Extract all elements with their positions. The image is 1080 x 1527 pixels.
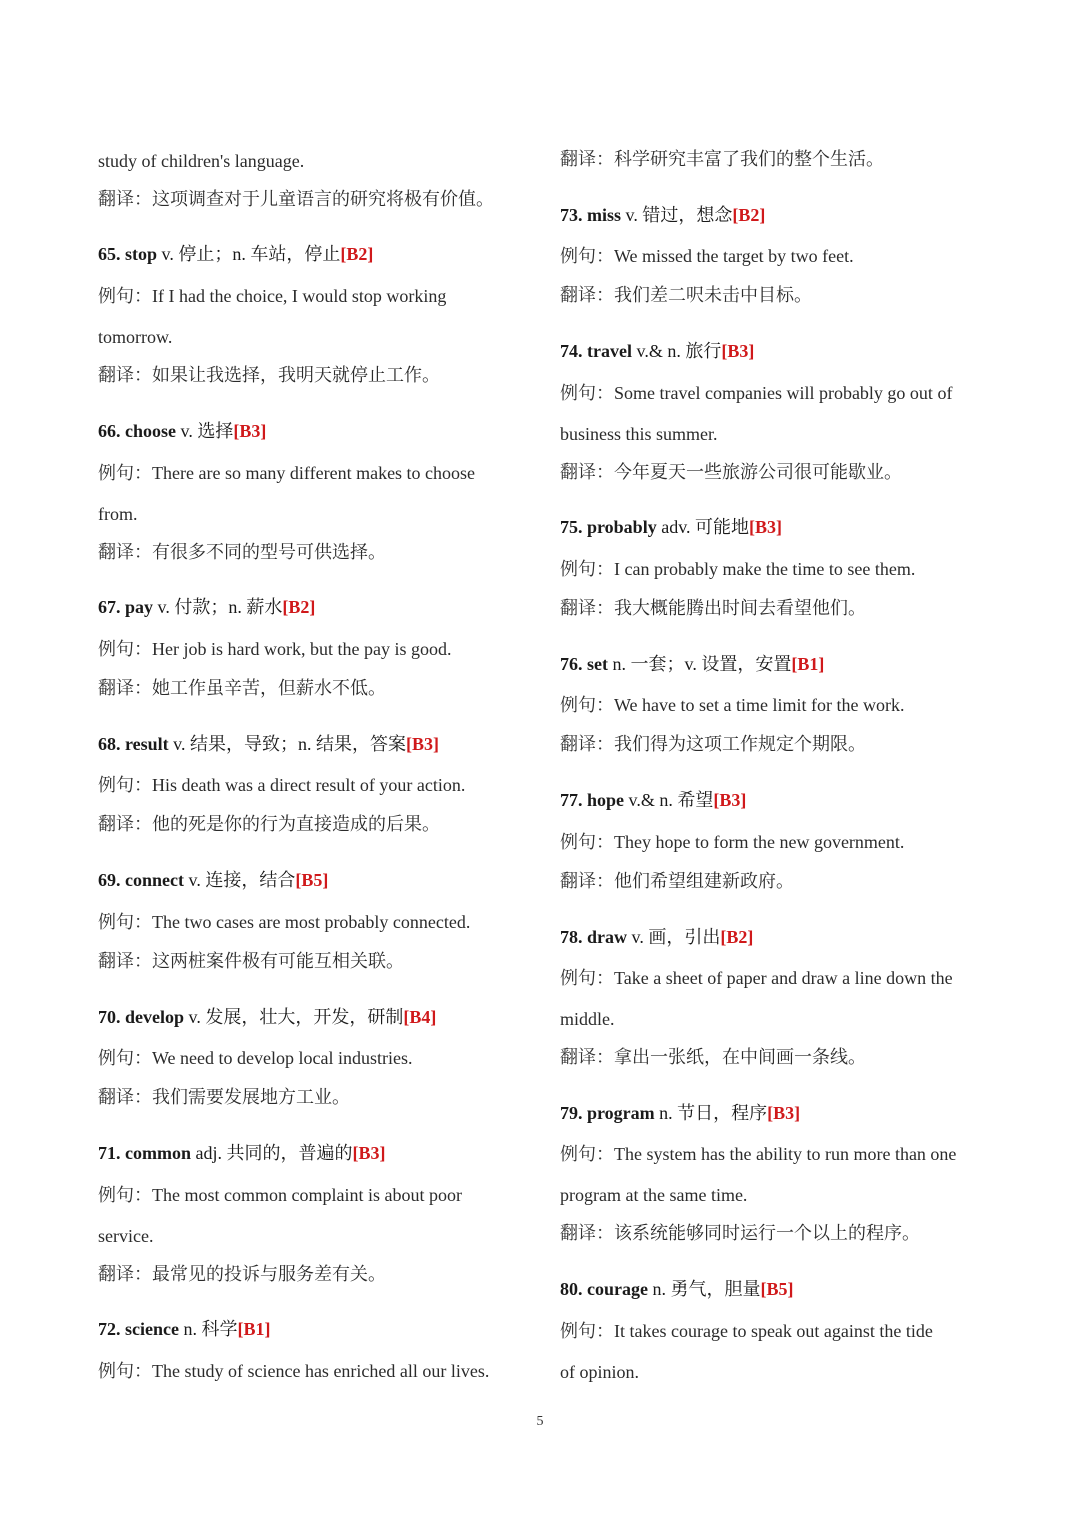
example-text: Take a sheet of paper and draw a line down the bbox=[614, 968, 953, 988]
entry-word: science bbox=[125, 1319, 184, 1339]
translation-text: 我们需要发展地方工业。 bbox=[152, 1087, 350, 1107]
level-badge: [B3] bbox=[721, 341, 755, 361]
continuation-text: program at the same time. bbox=[560, 1185, 748, 1205]
example-sentence bbox=[560, 558, 915, 580]
level-badge: [B3] bbox=[233, 421, 267, 441]
translation-line bbox=[560, 148, 884, 170]
entry-word: miss bbox=[587, 205, 626, 225]
example-sentence bbox=[560, 1320, 933, 1342]
entry-definition: v. 选择 bbox=[180, 421, 234, 441]
entry-heading bbox=[560, 1102, 800, 1124]
example-text: It takes courage to speak out against the tide bbox=[614, 1321, 933, 1341]
entry-number: 70. bbox=[98, 1007, 125, 1027]
translation-text: 这项调查对于儿童语言的研究将极有价值。 bbox=[152, 189, 494, 209]
continuation-text: from. bbox=[98, 504, 138, 524]
entry-definition: v. 画，引出 bbox=[631, 927, 721, 947]
example-text: I can probably make the time to see them. bbox=[614, 559, 916, 579]
entry-heading bbox=[560, 653, 824, 675]
translation-text: 我们得为这项工作规定个期限。 bbox=[614, 734, 866, 754]
example-sentence bbox=[98, 774, 465, 796]
example-text: If I had the choice, I would stop working bbox=[152, 286, 447, 306]
translation-text: 最常见的投诉与服务差有关。 bbox=[152, 1264, 386, 1284]
example-sentence bbox=[98, 1047, 412, 1069]
entry-definition: n. 科学 bbox=[183, 1319, 238, 1339]
entry-word: travel bbox=[587, 341, 637, 361]
translation-line bbox=[560, 1222, 920, 1244]
example-sentence bbox=[98, 1184, 462, 1206]
translation-text: 他们希望组建新政府。 bbox=[614, 871, 794, 891]
level-badge: [B2] bbox=[340, 244, 374, 264]
translation-text: 拿出一张纸，在中间画一条线。 bbox=[614, 1047, 866, 1067]
example-sentence bbox=[560, 831, 904, 853]
entry-definition: n. 勇气，胆量 bbox=[652, 1279, 761, 1299]
entry-definition: n. 一套；v. 设置，安置 bbox=[612, 654, 792, 674]
entry-number: 76. bbox=[560, 654, 587, 674]
level-badge: [B1] bbox=[237, 1319, 271, 1339]
example-text: We need to develop local industries. bbox=[152, 1048, 413, 1068]
entry-number: 75. bbox=[560, 517, 587, 537]
continuation-text: tomorrow. bbox=[98, 327, 173, 347]
entry-heading bbox=[560, 789, 746, 811]
example-label: 例句： bbox=[98, 463, 152, 483]
continuation-text: middle. bbox=[560, 1009, 615, 1029]
translation-label: 翻译： bbox=[98, 542, 152, 562]
level-badge: [B3] bbox=[352, 1143, 386, 1163]
example-label: 例句： bbox=[560, 695, 614, 715]
translation-label: 翻译： bbox=[560, 734, 614, 754]
entry-definition: v.& n. 希望 bbox=[628, 790, 714, 810]
example-label: 例句： bbox=[98, 912, 152, 932]
translation-text: 科学研究丰富了我们的整个生活。 bbox=[614, 149, 884, 169]
example-sentence bbox=[98, 638, 451, 660]
entry-word: stop bbox=[125, 244, 162, 264]
translation-label: 翻译： bbox=[560, 598, 614, 618]
translation-text: 这两桩案件极有可能互相关联。 bbox=[152, 951, 404, 971]
entry-heading bbox=[98, 1006, 436, 1028]
example-label: 例句： bbox=[560, 1144, 614, 1164]
entry-number: 65. bbox=[98, 244, 125, 264]
example-text: Her job is hard work, but the pay is good. bbox=[152, 639, 452, 659]
entry-word: draw bbox=[587, 927, 632, 947]
translation-line bbox=[98, 813, 440, 835]
entry-heading bbox=[98, 243, 373, 265]
example-label: 例句： bbox=[98, 1361, 152, 1381]
level-badge: [B5] bbox=[760, 1279, 794, 1299]
level-badge: [B3] bbox=[749, 517, 783, 537]
translation-text: 该系统能够同时运行一个以上的程序。 bbox=[614, 1223, 920, 1243]
translation-line bbox=[560, 1046, 866, 1068]
translation-label: 翻译： bbox=[98, 1264, 152, 1284]
entry-word: common bbox=[125, 1143, 196, 1163]
translation-line bbox=[98, 188, 494, 210]
translation-line bbox=[560, 461, 902, 483]
entry-number: 68. bbox=[98, 734, 125, 754]
entry-heading bbox=[560, 516, 782, 538]
entry-heading bbox=[560, 204, 765, 226]
entry-word: probably bbox=[587, 517, 662, 537]
level-badge: [B2] bbox=[720, 927, 754, 947]
example-sentence bbox=[560, 245, 854, 267]
translation-line bbox=[560, 870, 794, 892]
translation-text: 她工作虽辛苦，但薪水不低。 bbox=[152, 678, 386, 698]
translation-label: 翻译： bbox=[560, 285, 614, 305]
entry-word: courage bbox=[587, 1279, 653, 1299]
translation-line bbox=[98, 1263, 386, 1285]
example-text: His death was a direct result of your action. bbox=[152, 775, 466, 795]
entry-number: 80. bbox=[560, 1279, 587, 1299]
example-sentence bbox=[560, 694, 904, 716]
page-number: 5 bbox=[536, 1414, 544, 1429]
example-label: 例句： bbox=[560, 832, 614, 852]
example-label: 例句： bbox=[98, 1185, 152, 1205]
entry-number: 71. bbox=[98, 1143, 125, 1163]
translation-label: 翻译： bbox=[98, 365, 152, 385]
entry-word: set bbox=[587, 654, 613, 674]
continuation-text: study of children's language. bbox=[98, 151, 305, 171]
entry-heading bbox=[98, 1318, 270, 1340]
translation-line bbox=[98, 541, 386, 563]
entry-word: hope bbox=[587, 790, 629, 810]
example-label: 例句： bbox=[560, 1321, 614, 1341]
entry-number: 67. bbox=[98, 597, 125, 617]
level-badge: [B3] bbox=[406, 734, 440, 754]
entry-heading bbox=[560, 926, 753, 948]
entry-definition: v. 发展，壮大，开发，研制 bbox=[188, 1007, 404, 1027]
entry-definition: n. 节日，程序 bbox=[659, 1103, 768, 1123]
example-label: 例句： bbox=[560, 968, 614, 988]
example-text: The two cases are most probably connected. bbox=[152, 912, 471, 932]
translation-label: 翻译： bbox=[560, 462, 614, 482]
translation-text: 如果让我选择，我明天就停止工作。 bbox=[152, 365, 440, 385]
example-text: The most common complaint is about poor bbox=[152, 1185, 462, 1205]
translation-label: 翻译： bbox=[560, 871, 614, 891]
entry-definition: v. 连接，结合 bbox=[188, 870, 296, 890]
entry-heading bbox=[98, 733, 439, 755]
level-badge: [B2] bbox=[732, 205, 766, 225]
example-sentence bbox=[98, 911, 470, 933]
translation-text: 他的死是你的行为直接造成的后果。 bbox=[152, 814, 440, 834]
example-label: 例句： bbox=[560, 383, 614, 403]
entry-word: program bbox=[587, 1103, 660, 1123]
entry-number: 72. bbox=[98, 1319, 125, 1339]
entry-number: 79. bbox=[560, 1103, 587, 1123]
entry-word: develop bbox=[125, 1007, 189, 1027]
example-text: The system has the ability to run more than one bbox=[614, 1144, 957, 1164]
entry-definition: v.& n. 旅行 bbox=[636, 341, 722, 361]
entry-word: choose bbox=[125, 421, 181, 441]
entry-number: 73. bbox=[560, 205, 587, 225]
translation-label: 翻译： bbox=[98, 678, 152, 698]
example-label: 例句： bbox=[98, 1048, 152, 1068]
level-badge: [B3] bbox=[767, 1103, 801, 1123]
translation-text: 我大概能腾出时间去看望他们。 bbox=[614, 598, 866, 618]
entry-definition: v. 错过，想念 bbox=[625, 205, 733, 225]
translation-line bbox=[560, 284, 812, 306]
entry-word: result bbox=[125, 734, 174, 754]
entry-definition: v. 付款；n. 薪水 bbox=[157, 597, 283, 617]
level-badge: [B3] bbox=[713, 790, 747, 810]
level-badge: [B5] bbox=[295, 870, 329, 890]
example-sentence bbox=[560, 1143, 956, 1165]
example-label: 例句： bbox=[98, 639, 152, 659]
example-sentence bbox=[98, 1360, 489, 1382]
example-label: 例句： bbox=[560, 559, 614, 579]
level-badge: [B2] bbox=[282, 597, 316, 617]
entry-heading bbox=[560, 340, 754, 362]
example-sentence bbox=[560, 382, 952, 404]
translation-label: 翻译： bbox=[98, 814, 152, 834]
example-text: We missed the target by two feet. bbox=[614, 246, 854, 266]
translation-line bbox=[98, 677, 386, 699]
entry-heading bbox=[560, 1278, 793, 1300]
entry-word: connect bbox=[125, 870, 189, 890]
translation-line bbox=[98, 950, 404, 972]
entry-definition: v. 停止；n. 车站，停止 bbox=[161, 244, 341, 264]
translation-label: 翻译： bbox=[560, 1223, 614, 1243]
translation-label: 翻译： bbox=[560, 149, 614, 169]
entry-definition: v. 结果，导致；n. 结果，答案 bbox=[173, 734, 407, 754]
example-text: They hope to form the new government. bbox=[614, 832, 905, 852]
entry-number: 74. bbox=[560, 341, 587, 361]
entry-heading bbox=[98, 869, 328, 891]
entry-number: 78. bbox=[560, 927, 587, 947]
example-sentence bbox=[98, 285, 446, 307]
level-badge: [B4] bbox=[403, 1007, 437, 1027]
example-sentence bbox=[560, 967, 953, 989]
translation-line bbox=[560, 733, 866, 755]
example-text: We have to set a time limit for the work. bbox=[614, 695, 905, 715]
entry-word: pay bbox=[125, 597, 158, 617]
translation-line bbox=[560, 597, 866, 619]
entry-number: 77. bbox=[560, 790, 587, 810]
continuation-text: business this summer. bbox=[560, 424, 718, 444]
translation-text: 我们差二呎未击中目标。 bbox=[614, 285, 812, 305]
example-sentence bbox=[98, 462, 475, 484]
entry-definition: adv. 可能地 bbox=[661, 517, 750, 537]
translation-text: 今年夏天一些旅游公司很可能歇业。 bbox=[614, 462, 902, 482]
translation-text: 有很多不同的型号可供选择。 bbox=[152, 542, 386, 562]
example-text: There are so many different makes to choose bbox=[152, 463, 476, 483]
translation-line bbox=[98, 1086, 350, 1108]
translation-label: 翻译： bbox=[98, 189, 152, 209]
entry-definition: adj. 共同的，普遍的 bbox=[195, 1143, 353, 1163]
entry-number: 69. bbox=[98, 870, 125, 890]
example-label: 例句： bbox=[560, 246, 614, 266]
translation-label: 翻译： bbox=[98, 1087, 152, 1107]
continuation-text: of opinion. bbox=[560, 1362, 639, 1382]
example-label: 例句： bbox=[98, 286, 152, 306]
entry-heading bbox=[98, 1142, 386, 1164]
translation-label: 翻译： bbox=[98, 951, 152, 971]
entry-heading bbox=[98, 420, 266, 442]
example-label: 例句： bbox=[98, 775, 152, 795]
translation-line bbox=[98, 364, 440, 386]
example-text: The study of science has enriched all our lives. bbox=[152, 1361, 490, 1381]
level-badge: [B1] bbox=[791, 654, 825, 674]
entry-heading bbox=[98, 596, 315, 618]
continuation-text: service. bbox=[98, 1226, 154, 1246]
example-text: Some travel companies will probably go out of bbox=[614, 383, 953, 403]
translation-label: 翻译： bbox=[560, 1047, 614, 1067]
entry-number: 66. bbox=[98, 421, 125, 441]
